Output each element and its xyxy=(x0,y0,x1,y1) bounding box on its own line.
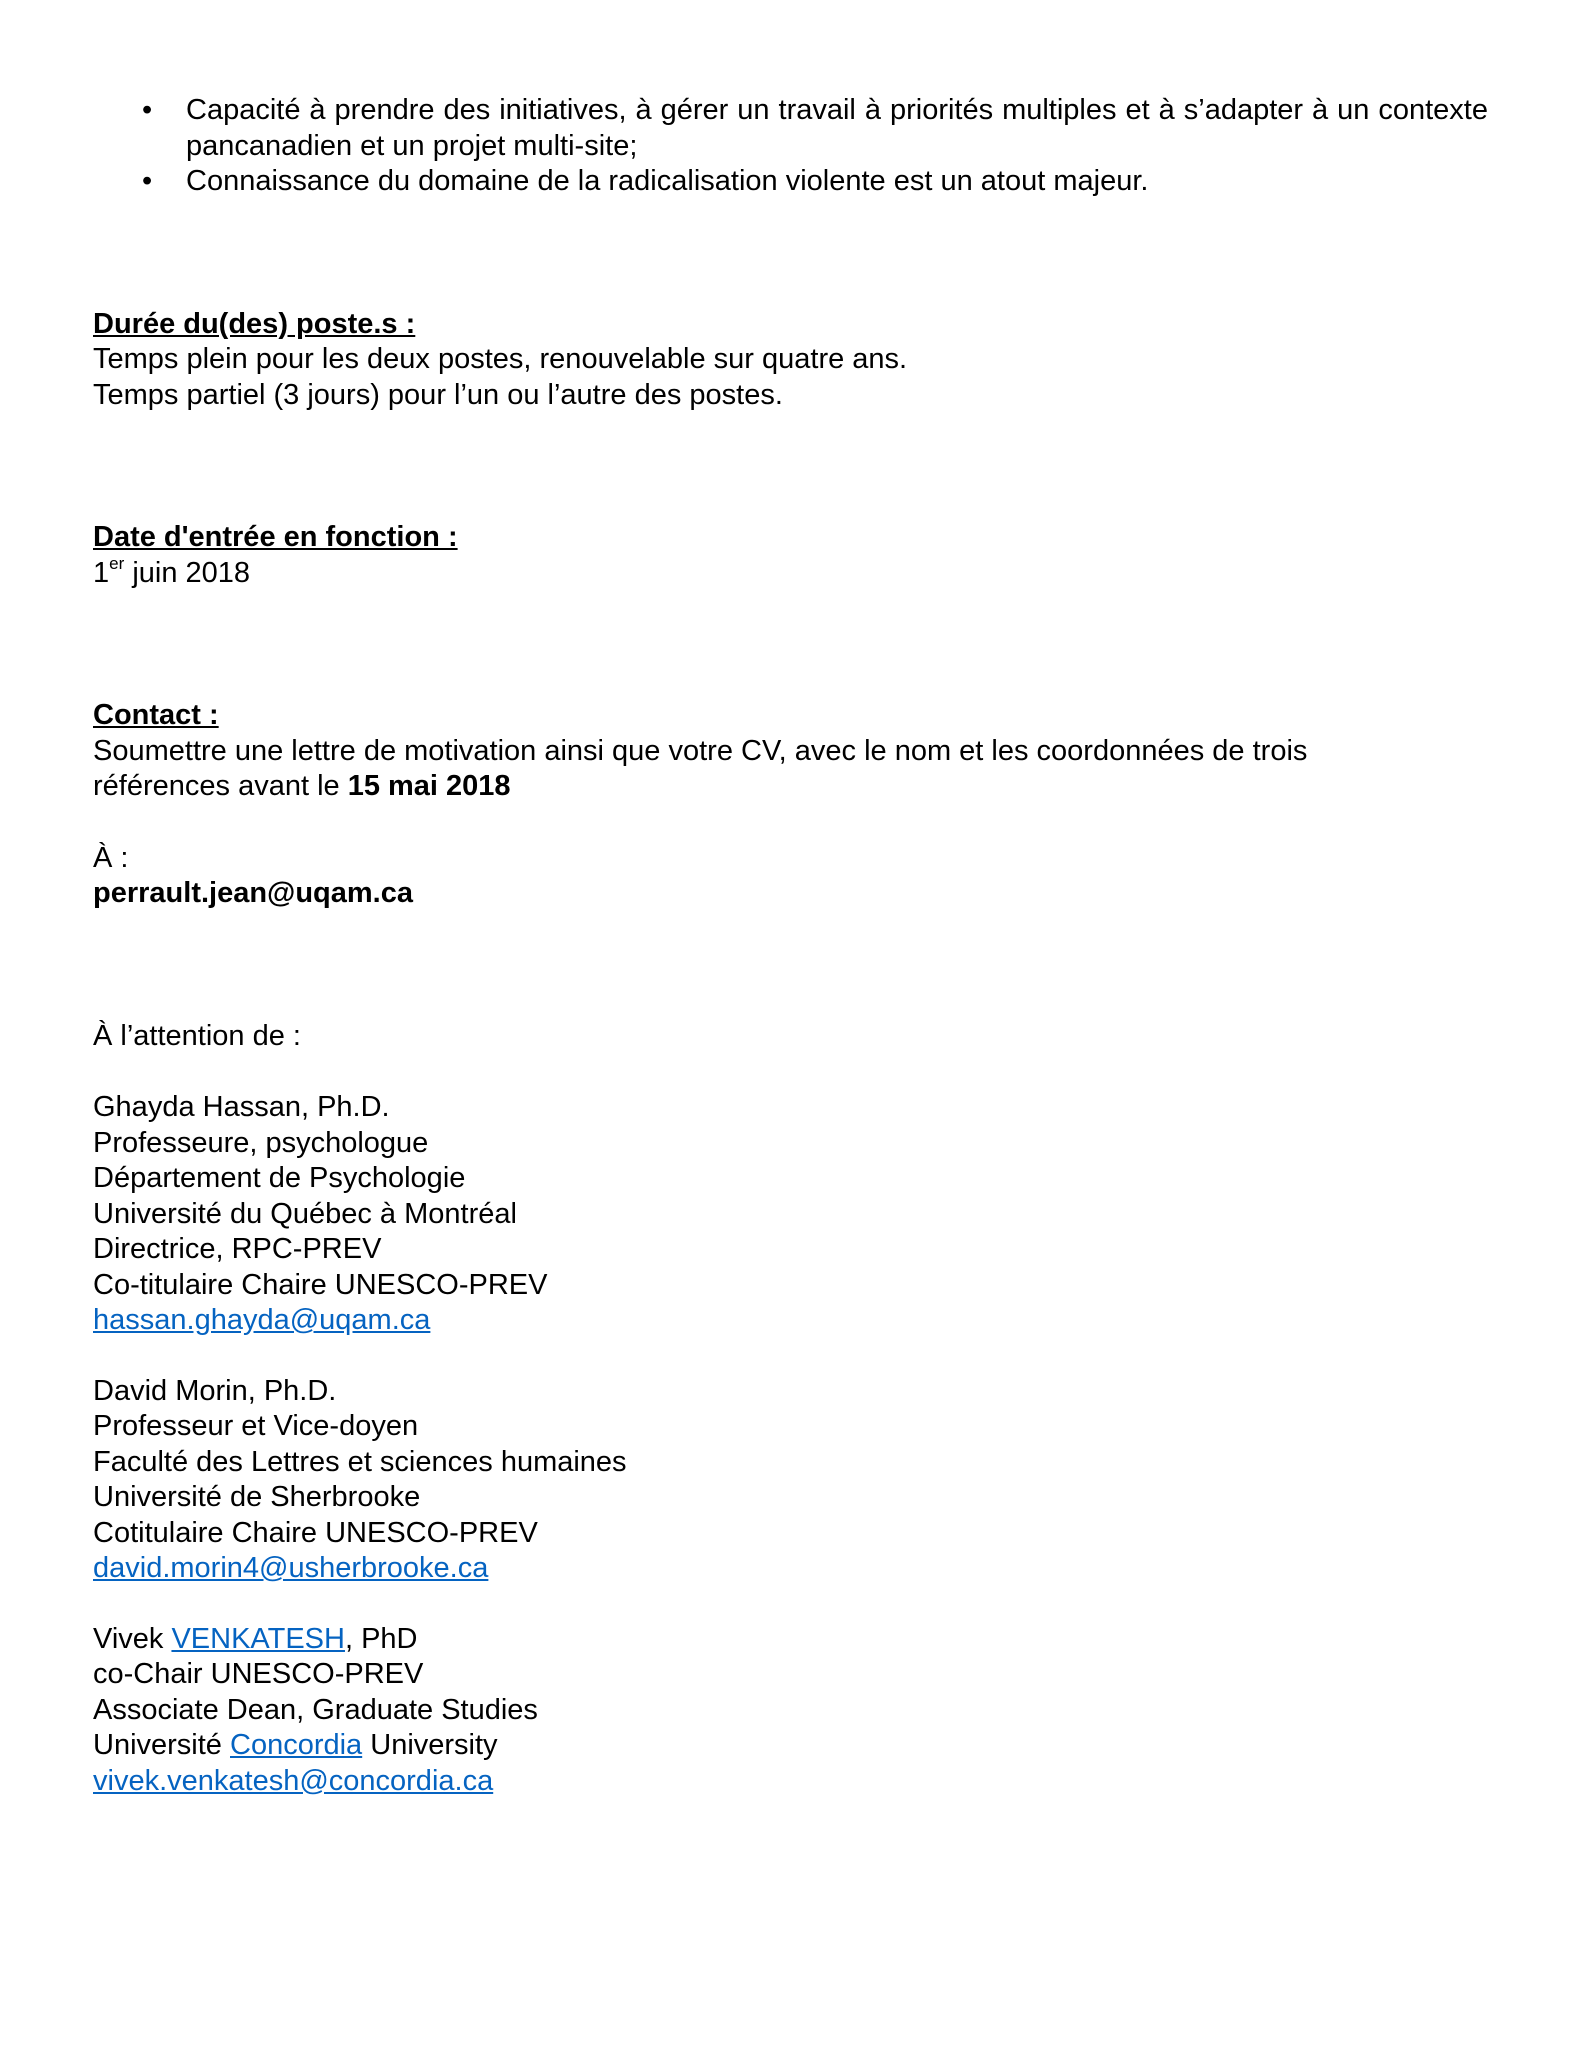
person-name: Vivek VENKATESH, PhD xyxy=(93,1622,418,1655)
person-line: Cotitulaire Chaire UNESCO-PREV xyxy=(93,1516,538,1549)
list-item xyxy=(93,93,1488,164)
person-line: Université du Québec à Montréal xyxy=(93,1197,517,1230)
contact-person-venkatesh xyxy=(93,1622,1488,1800)
contact-instructions: Soumettre une lettre de motivation ainsi que votre CV, avec le nom et les coordonnées de trois xyxy=(93,734,1308,767)
deadline-date: 15 mai 2018 xyxy=(347,770,511,802)
person-line: Faculté des Lettres et sciences humaines xyxy=(93,1445,627,1478)
person-line: Associate Dean, Graduate Studies xyxy=(93,1693,538,1726)
person-line: Co-titulaire Chaire UNESCO-PREV xyxy=(93,1268,548,1301)
bullet-icon: • xyxy=(142,94,153,126)
person-line: Université de Sherbrooke xyxy=(93,1481,421,1513)
concordia-link[interactable]: Concordia xyxy=(230,1729,363,1761)
morin-email-link[interactable]: david.morin4@usherbrooke.ca xyxy=(93,1552,489,1584)
person-line: Ghayda Hassan, Ph.D. xyxy=(93,1091,390,1123)
contact-section xyxy=(93,698,1488,912)
venkatesh-email-link[interactable]: vivek.venkatesh@concordia.ca xyxy=(93,1764,494,1797)
person-university: Université Concordia University xyxy=(93,1729,498,1761)
attention-label: À l’attention de : xyxy=(93,1019,301,1052)
bullet-icon: • xyxy=(142,165,153,197)
document-page xyxy=(93,93,1488,1799)
contact-deadline: références avant le 15 mai 2018 xyxy=(93,770,511,802)
person-line: Directrice, RPC-PREV xyxy=(93,1233,382,1265)
person-line: Département de Psychologie xyxy=(93,1162,466,1194)
list-item xyxy=(93,164,1488,200)
duration-section xyxy=(93,307,1488,414)
recipient-label: À : xyxy=(93,841,129,874)
duration-line: Temps plein pour les deux postes, renouvelable sur quatre ans. xyxy=(93,343,908,375)
start-date-section xyxy=(93,520,1488,591)
duration-line: Temps partiel (3 jours) pour l’un ou l’autre des postes. xyxy=(93,378,783,411)
person-line: Professeure, psychologue xyxy=(93,1126,429,1159)
duration-heading: Durée du(des) poste.s : xyxy=(93,307,416,340)
hassan-email-link[interactable]: hassan.ghayda@uqam.ca xyxy=(93,1304,431,1336)
start-date-value: 1er juin 2018 xyxy=(93,553,251,589)
person-line: Professeur et Vice-doyen xyxy=(93,1410,419,1442)
contact-person-morin xyxy=(93,1374,1488,1587)
person-line: David Morin, Ph.D. xyxy=(93,1374,337,1407)
bullet-text: Connaissance du domaine de la radicalisation violente est un atout majeur. xyxy=(186,165,1149,197)
person-line: co-Chair UNESCO-PREV xyxy=(93,1658,424,1690)
venkatesh-name-link[interactable]: VENKATESH xyxy=(171,1622,345,1655)
requirements-list xyxy=(93,93,1488,200)
contact-heading: Contact : xyxy=(93,699,219,731)
contact-email: perrault.jean@uqam.ca xyxy=(93,877,413,909)
contact-person-hassan xyxy=(93,1090,1488,1339)
bullet-text: Capacité à prendre des initiatives, à gérer un travail à priorités multiples et à s’adapter à un contexte pancanadien et un projet multi-site; xyxy=(186,94,1488,162)
start-date-heading: Date d'entrée en fonction : xyxy=(93,521,458,553)
